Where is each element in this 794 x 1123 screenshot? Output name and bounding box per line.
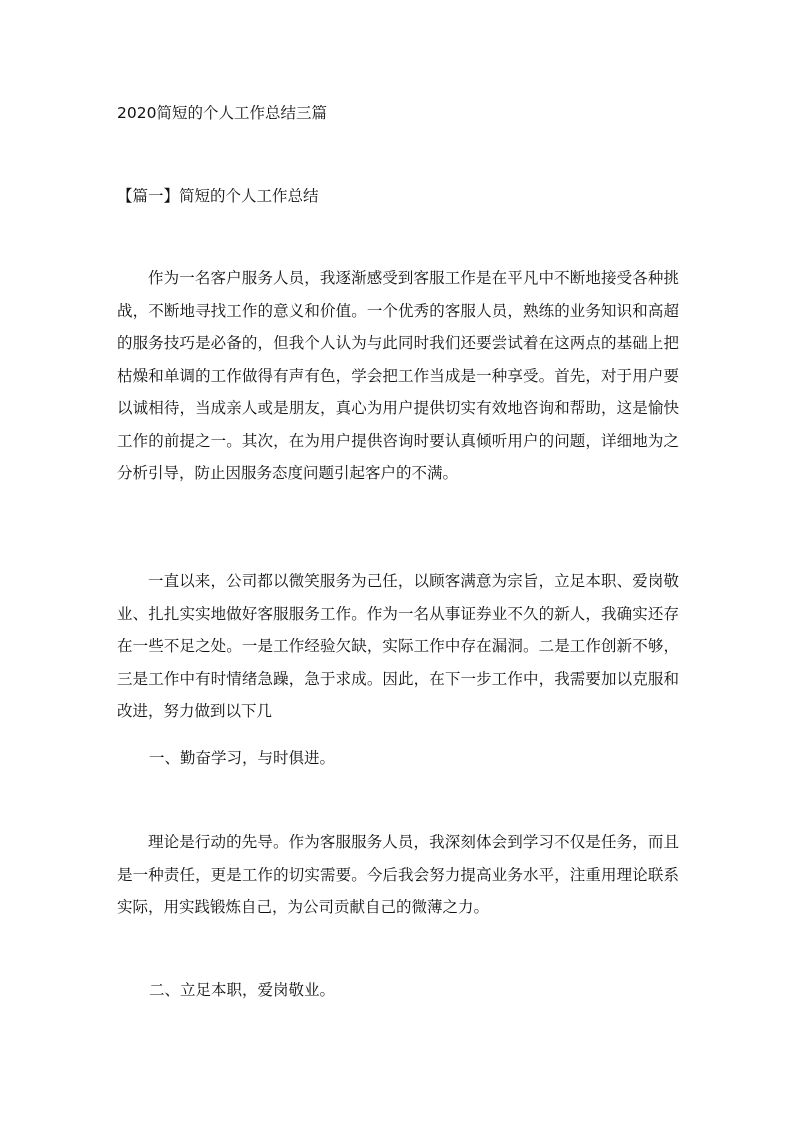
heading-2: 二、立足本职，爱岗敬业。 bbox=[149, 981, 336, 999]
heading-1: 一、勤奋学习，与时俱进。 bbox=[149, 749, 336, 767]
paragraph-1: 作为一名客户服务人员，我逐渐感受到客服工作是在平凡中不断地接受各种挑战，不断地寻找工作的意义和价值。一个优秀的客服人员，熟练的业务知识和高超的服务技巧是必备的，但我个人认为与此同时我们还要尝试着在这两点的基础上把枯燥和单调的工作做得有声有色，学会把工作当成是一种享受。首先，对于用户要以诚相待，当成亲人或是朋友，真心为用户提供切实有效地咨询和帮助，这是愉快工作的前提之一。其次，在为用户提供咨询时要认真倾听用户的问题，详细地为之分析引导，防止因服务态度问题引起客户的不满。 bbox=[117, 269, 679, 482]
document-title: 2020简短的个人工作总结三篇 bbox=[117, 104, 327, 122]
paragraph-2: 一直以来，公司都以微笑服务为己任，以顾客满意为宗旨，立足本职、爱岗敬业、扎扎实实地做好客服服务工作。作为一名从事证券业不久的新人，我确实还存在一些不足之处。一是工作经验欠缺，实际工作中存在漏洞。二是工作创新不够，三是工作中有时情绪急躁，急于求成。因此，在下一步工作中，我需要加以克服和改进，努力做到以下几 bbox=[117, 572, 679, 720]
section-title: 【篇一】简短的个人工作总结 bbox=[117, 187, 319, 205]
paragraph-3: 理论是行动的先导。作为客服服务人员，我深刻体会到学习不仅是任务，而且是一种责任，更是工作的切实需要。今后我会努力提高业务水平，注重用理论联系实际，用实践锻炼自己，为公司贡献自己的微薄之力。 bbox=[117, 833, 679, 916]
